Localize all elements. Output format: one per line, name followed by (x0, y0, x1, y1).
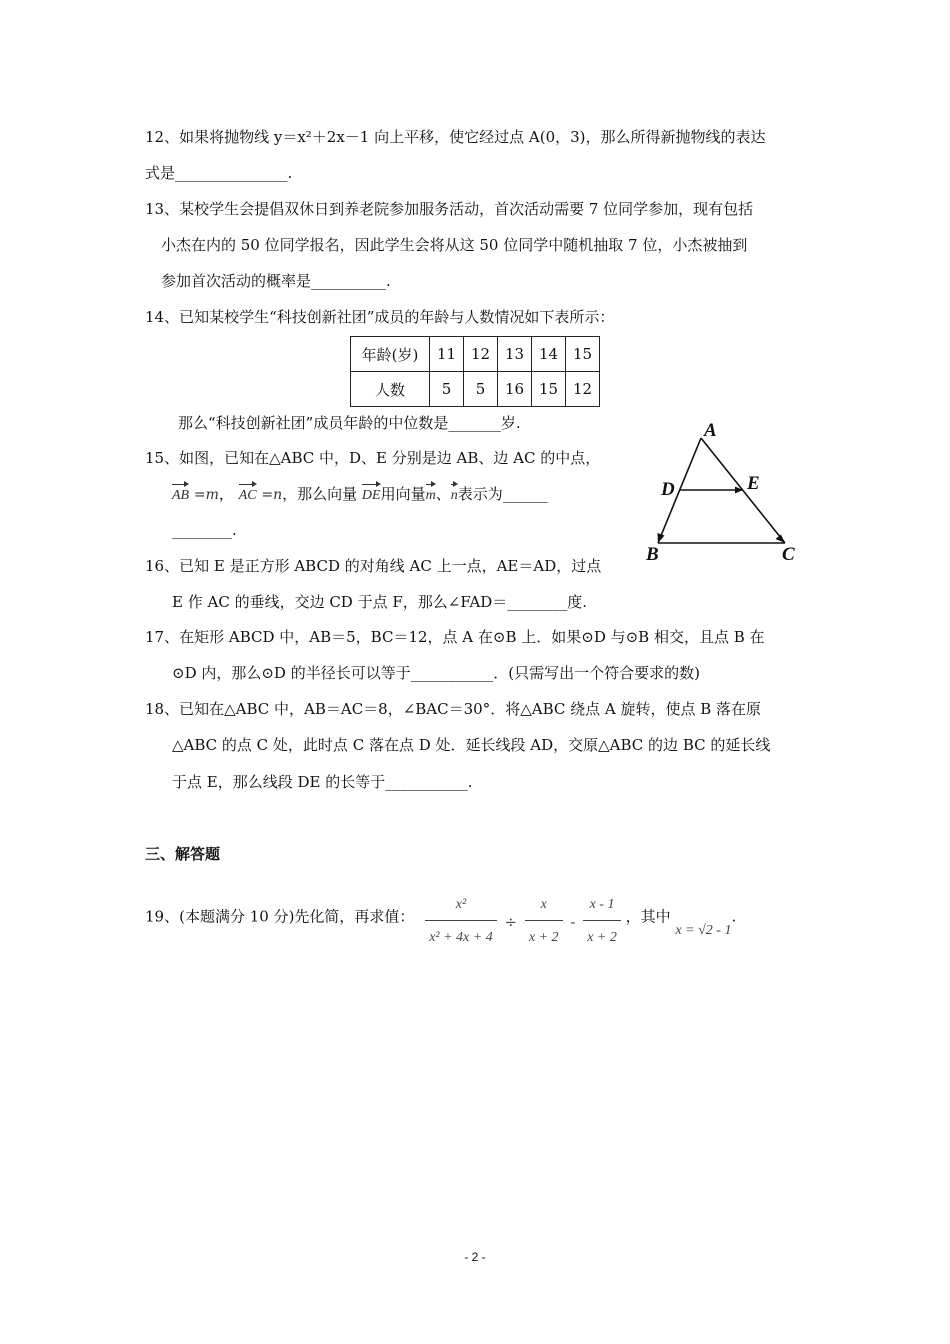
table-row (351, 372, 600, 407)
label-b: B (646, 544, 659, 565)
table-cell: 14 (532, 337, 566, 372)
page-number: - 2 - (464, 1250, 486, 1264)
vector-m: m (426, 486, 436, 506)
table-cell: 12 (566, 372, 600, 407)
q19-prefix: 19、(本题满分 10 分)先化简，再求值： (145, 907, 415, 926)
q14-line2: 那么“科技创新社团”成员年龄的中位数是_______岁. (178, 414, 521, 432)
fraction-1-den: x² + 4x + 4 (429, 930, 493, 945)
eq-m: =m (193, 487, 219, 503)
q16-line1: 16、已知 E 是正方形 ABCD 的对角线 AC 上一点，AE＝AD，过点 (145, 557, 602, 575)
table-cell: 15 (532, 372, 566, 407)
arrow-ac (776, 535, 786, 544)
fraction-1 (425, 892, 497, 951)
q19-end: . (731, 907, 737, 926)
q12-line1: 12、如果将抛物线 y＝x²＋2x－1 向上平移，使它经过点 A(0，3)，那么所得新抛物线的表达 (145, 128, 766, 146)
table-row (351, 337, 600, 372)
q16-line2: E 作 AC 的垂线，交边 CD 于点 F，那么∠FAD＝________度. (172, 593, 588, 611)
table-cell: 13 (498, 337, 532, 372)
fraction-3 (583, 892, 621, 951)
label-e: E (747, 473, 760, 494)
q13-line2: 小杰在内的 50 位同学报名，因此学生会将从这 50 位同学中随机抽取 7 位，小杰被抽到 (161, 236, 748, 254)
table-cell: 人数 (351, 372, 430, 407)
vector-ac: AC (239, 486, 257, 506)
q18-line2: △ABC 的点 C 处，此时点 C 落在点 D 处．延长线段 AD，交原△ABC 的边 BC 的延长线 (172, 736, 771, 754)
label-d: D (661, 479, 675, 500)
q14-line1: 14、已知某校学生“科技创新社团”成员的年龄与人数情况如下表所示： (145, 308, 615, 326)
table-cell: 5 (464, 372, 498, 407)
fraction-3-num: x - 1 (583, 892, 621, 921)
age-table (350, 336, 600, 407)
table-cell: 16 (498, 372, 532, 407)
fraction-2 (525, 892, 563, 951)
fraction-2-den: x + 2 (528, 930, 559, 945)
table-cell: 5 (430, 372, 464, 407)
q12-line2: 式是_______________. (145, 164, 293, 182)
label-c: C (782, 544, 795, 565)
q18-line3: 于点 E，那么线段 DE 的长等于___________. (172, 773, 473, 791)
table-cell: 15 (566, 337, 600, 372)
vector-n: n (451, 486, 458, 506)
table-cell: 12 (464, 337, 498, 372)
q15-line3: ________. (172, 521, 237, 539)
table-cell: 11 (430, 337, 464, 372)
text-mid: ，那么向量 (282, 485, 358, 503)
q13-line1: 13、某校学生会提倡双休日到养老院参加服务活动，首次活动需要 7 位同学参加，现有包括 (145, 200, 754, 218)
fraction-1-num: x² (425, 892, 497, 921)
q15-line1: 15、如图，已知在△ABC 中，D、E 分别是边 AB、边 AC 的中点， (145, 449, 601, 467)
q19-condition: x = √2 - 1 (675, 922, 732, 938)
triangle-figure (640, 415, 820, 575)
vector-de: DE (362, 486, 381, 506)
text-end: 表示为______ (457, 485, 548, 503)
minus-sign: - (570, 912, 576, 931)
vector-ab: AB (172, 486, 189, 506)
q19-line (145, 888, 736, 947)
arrow-de (735, 487, 743, 494)
section-heading: 三、解答题 (145, 845, 221, 863)
fraction-2-num: x (525, 892, 563, 921)
arrow-ab (658, 533, 665, 543)
q15-line2: AB =m， AC =n，那么向量 DE用向量m、n表示为______ (172, 484, 548, 506)
q17-line2: ⊙D 内，那么⊙D 的半径长可以等于___________．(只需写出一个符合要求的数) (172, 664, 700, 682)
q17-line1: 17、在矩形 ABCD 中，AB＝5，BC＝12，点 A 在⊙B 上．如果⊙D 与⊙B 相交，且点 B 在 (145, 628, 765, 646)
text-use: 用向量 (380, 485, 426, 503)
sep: 、 (435, 485, 451, 503)
fraction-3-den: x + 2 (587, 930, 617, 945)
q18-line1: 18、已知在△ABC 中，AB＝AC＝8，∠BAC＝30°．将△ABC 绕点 A 旋转，使点 B 落在原 (145, 700, 762, 718)
div-sign: ÷ (504, 912, 518, 931)
q19-mid: ，其中 (625, 907, 671, 926)
q13-line3: 参加首次活动的概率是__________. (161, 272, 391, 290)
table-cell: 年龄(岁) (351, 337, 430, 372)
label-a: A (704, 420, 717, 441)
eq-n: =n (261, 487, 283, 503)
